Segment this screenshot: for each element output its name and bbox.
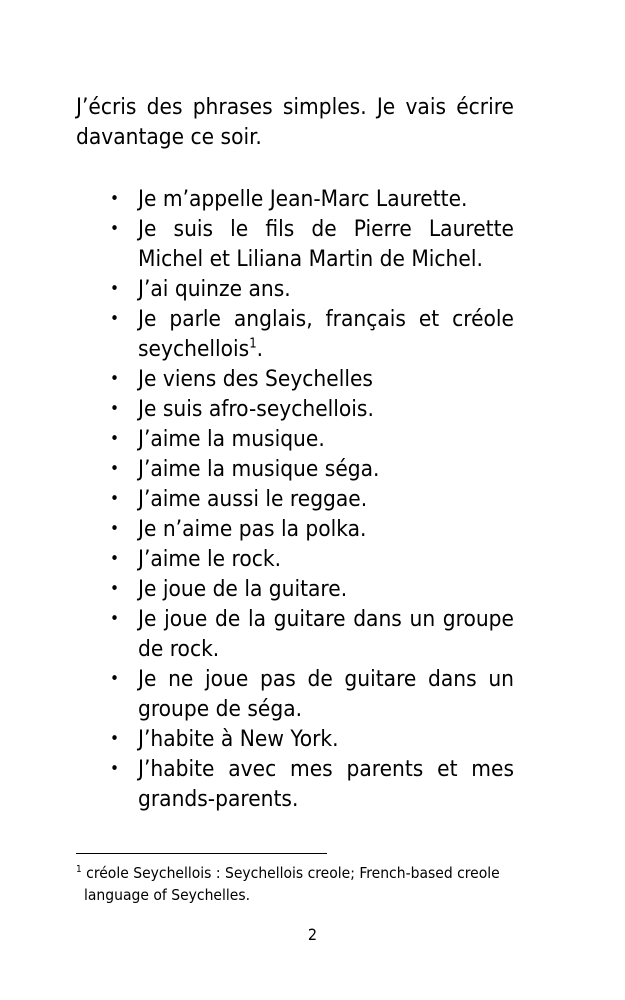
list-item-text: J’habite à New York.	[138, 726, 339, 752]
bullet-icon: •	[110, 189, 120, 209]
bullet-icon: •	[110, 489, 120, 509]
footnote-text: créole Seychellois : Seychellois creole; French-based creole	[86, 864, 500, 882]
list-item	[76, 454, 514, 484]
bullet-icon: •	[110, 279, 120, 299]
list-item-text: J’aime la musique.	[138, 426, 325, 452]
bullet-icon: •	[110, 549, 120, 569]
list-item-text-main: Je parle anglais, français et créole seychellois	[138, 306, 514, 362]
list-item	[76, 514, 514, 544]
footnote-number: 1	[76, 863, 82, 875]
footnote-continuation: language of Seychelles.	[84, 886, 251, 904]
bullet-icon: •	[110, 669, 120, 689]
list-item-text: Je suis le fils de Pierre Laurette Michel et Liliana Martin de Michel.	[138, 216, 514, 272]
bullet-icon: •	[110, 579, 120, 599]
list-item	[76, 604, 514, 664]
list-item	[76, 754, 514, 814]
list-item-text: Je joue de la guitare dans un groupe de rock.	[138, 606, 514, 662]
list-item	[76, 724, 514, 754]
bullet-icon: •	[110, 429, 120, 449]
list-item-text: J’aime la musique séga.	[138, 456, 380, 482]
list-item-text: J’aime le rock.	[138, 546, 282, 572]
list-item-text: Je m’appelle Jean-Marc Laurette.	[138, 186, 468, 212]
list-item	[76, 184, 514, 214]
list-item	[76, 274, 514, 304]
list-item	[76, 664, 514, 724]
list-item-text: Je ne joue pas de guitare dans un groupe de séga.	[138, 666, 514, 722]
intro-paragraph: J’écris des phrases simples. Je vais écrire davantage ce soir.	[76, 94, 514, 150]
sentence-list	[76, 184, 514, 814]
list-item-text: Je joue de la guitare.	[138, 576, 348, 602]
bullet-icon: •	[110, 369, 120, 389]
footnote	[76, 862, 516, 906]
list-item	[76, 424, 514, 454]
list-item	[76, 574, 514, 604]
bullet-icon: •	[110, 459, 120, 479]
bullet-icon: •	[110, 309, 120, 329]
list-item	[76, 394, 514, 424]
list-item	[76, 214, 514, 274]
list-item-text: Je suis afro-seychellois.	[138, 396, 374, 422]
footnote-divider	[76, 853, 327, 854]
list-item	[76, 544, 514, 574]
list-item-text-end: .	[256, 336, 264, 362]
bullet-icon: •	[110, 609, 120, 629]
list-item	[76, 304, 514, 364]
list-item-text: J’habite avec mes parents et mes grands-parents.	[138, 756, 514, 812]
page-number: 2	[307, 925, 318, 944]
list-item-text	[138, 306, 514, 362]
bullet-icon: •	[110, 399, 120, 419]
list-item-text: Je viens des Seychelles	[138, 366, 373, 392]
list-item-text: J’aime aussi le reggae.	[138, 486, 368, 512]
bullet-icon: •	[110, 729, 120, 749]
bullet-icon: •	[110, 519, 120, 539]
bullet-icon: •	[110, 759, 120, 779]
bullet-icon: •	[110, 219, 120, 239]
list-item	[76, 364, 514, 394]
list-item-text: J’ai quinze ans.	[138, 276, 291, 302]
list-item-text: Je n’aime pas la polka.	[138, 516, 367, 542]
footnote-reference: 1	[249, 336, 257, 352]
list-item	[76, 484, 514, 514]
footnote-line	[76, 862, 516, 884]
